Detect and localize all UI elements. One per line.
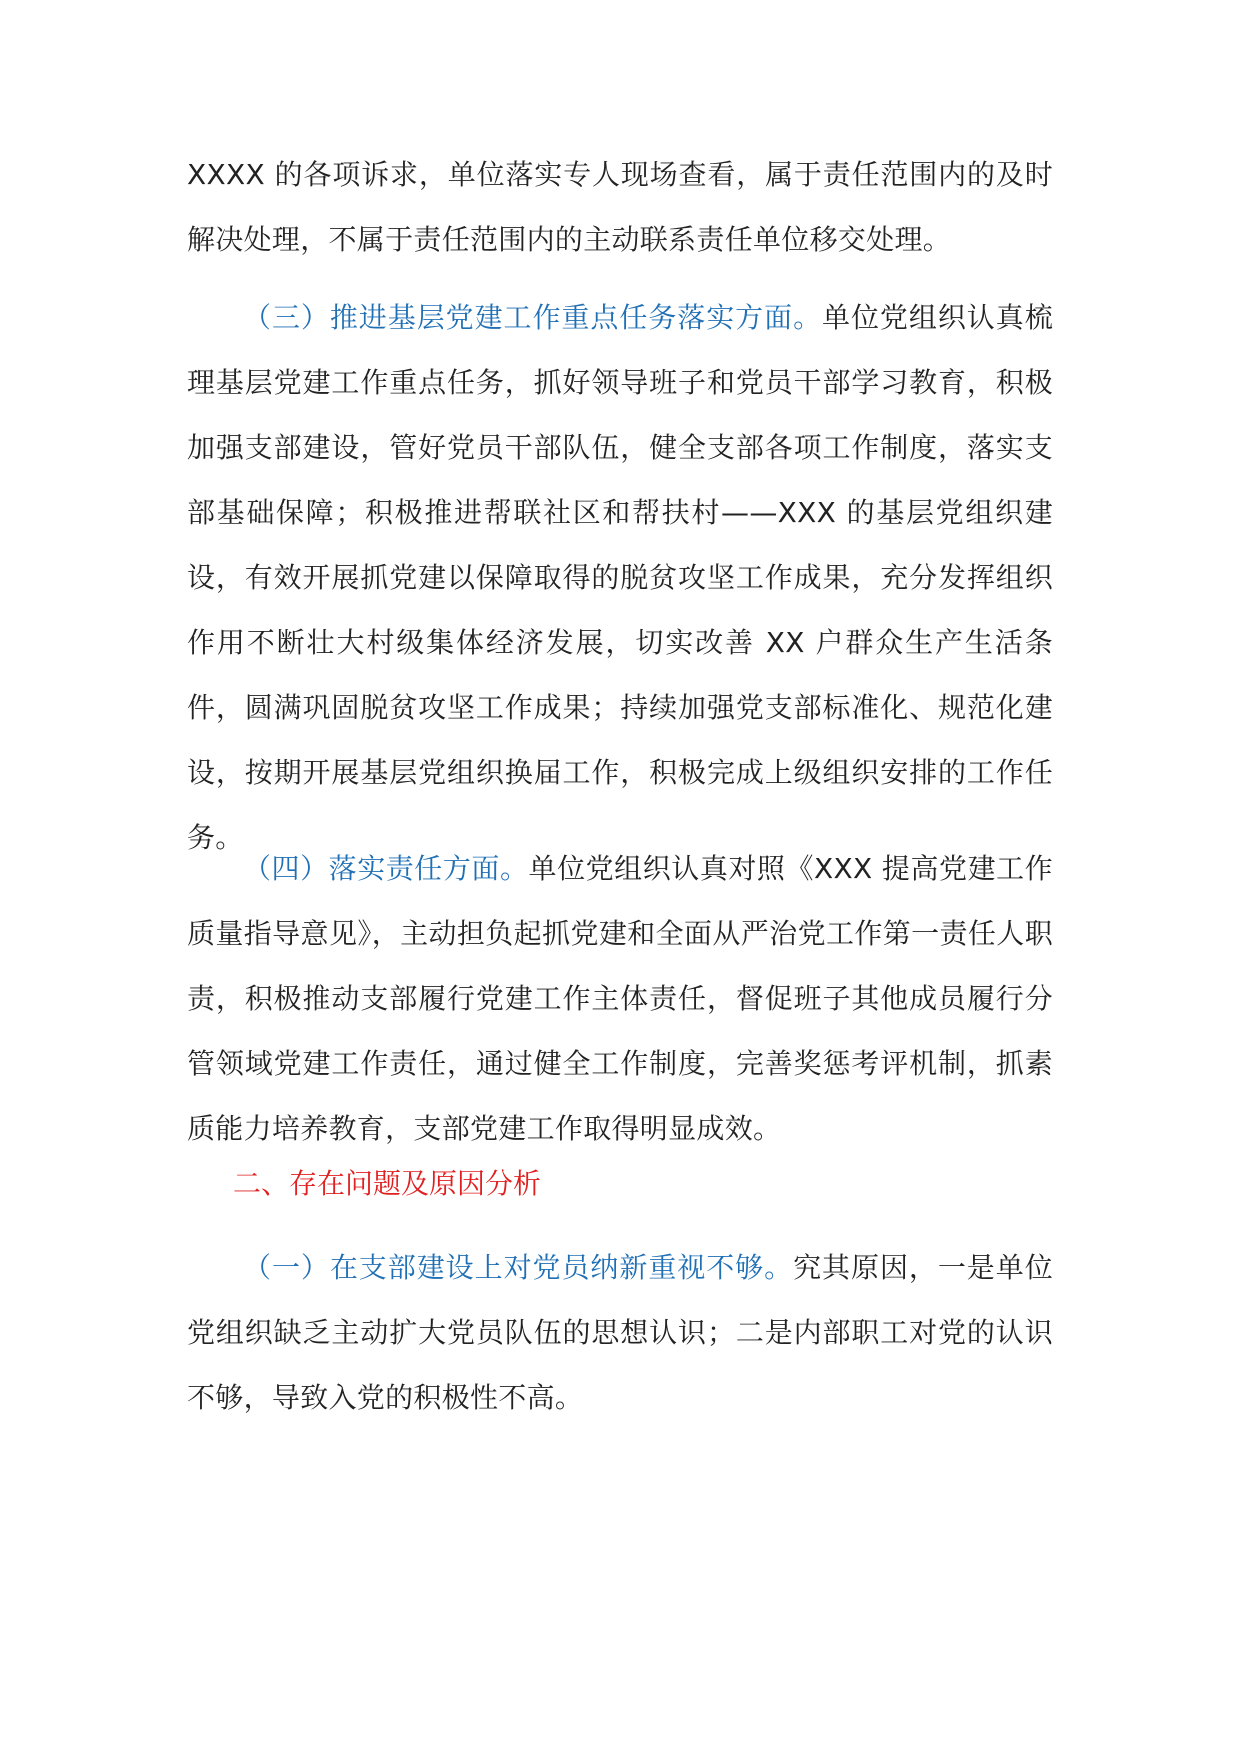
subheading-problem-1: （一）在支部建设上对党员纳新重视不够。 [243, 1251, 794, 1284]
paragraph-continuation [187, 142, 1053, 272]
paragraph-text: 单位党组织认真对照《XXX 提高党建工作质量指导意见》，主动担负起抓党建和全面从严治党工作第一责任人职责，积极推动支部履行党建工作主体责任，督促班子其他成员履行分管领域党建工作责任，通过健全工作制度，完善奖惩考评机制，抓素质能力培养教育，支部党建工作取得明显成效。 [187, 852, 1053, 1145]
paragraph-text: 究其原因，一是单位党组织缺乏主动扩大党员队伍的思想认识；二是内部职工对党的认识不够，导致入党的积极性不高。 [187, 1251, 1054, 1414]
paragraph-section-4 [187, 836, 1053, 1161]
paragraph-problem-1 [187, 1235, 1053, 1430]
section-heading-problems: 二、存在问题及原因分析 [233, 1167, 542, 1200]
subheading-section-4: （四）落实责任方面。 [243, 852, 529, 885]
subheading-section-3: （三）推进基层党建工作重点任务落实方面。 [243, 301, 823, 334]
paragraph-section-3 [187, 285, 1053, 870]
paragraph-text: 单位党组织认真梳理基层党建工作重点任务，抓好领导班子和党员干部学习教育，积极加强支部建设，管好党员干部队伍，健全支部各项工作制度，落实支部基础保障；积极推进帮联社区和帮扶村——XXX 的基层党组织建设，有效开展抓党建以保障取得的脱贫攻坚工作成果，充分发挥组织作用不断壮大村级集体经济发展，切实改善 XX 户群众生产生活条件，圆满巩固脱贫攻坚工作成果；持续加强党支部标准化、规范化建设，按期开展基层党组织换届工作，积极完成上级组织安排的工作任务。 [187, 301, 1053, 854]
paragraph-text: XXXX 的各项诉求，单位落实专人现场查看，属于责任范围内的及时解决处理，不属于责任范围内的主动联系责任单位移交处理。 [187, 158, 1053, 256]
